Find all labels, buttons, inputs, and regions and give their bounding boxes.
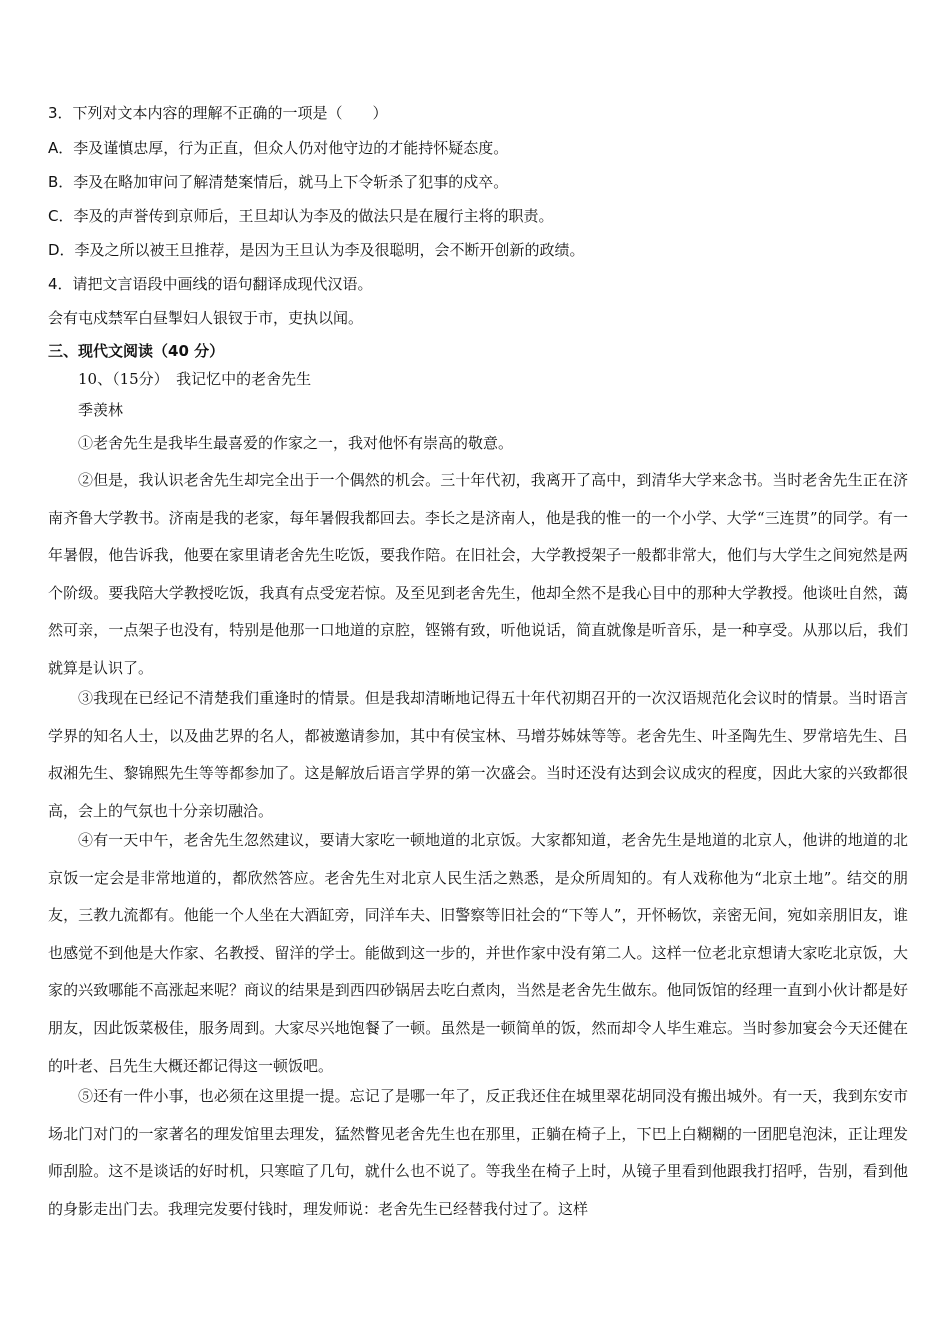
question-4-stem: 4．请把文言语段中画线的语句翻译成现代汉语。 <box>48 275 373 293</box>
article-paragraph-4: ④有一天中午，老舍先生忽然建议，要请大家吃一顿地道的北京饭。大家都知道，老舍先生是地道的北京人，他讲的地道的北京饭一定会是非常地道的，都欣然答应。老舍先生对北京人民生活之熟悉，是众所周知的。有人戏称他为“北京土地”。结交的朋友，三教九流都有。他能一个人坐在大酒缸旁，同洋车夫、旧警察等旧社会的“下等人”，开怀畅饮，亲密无间，宛如亲朋旧友，谁也感觉不到他是大作家、名教授、留洋的学士。能做到这一步的，并世作家中没有第二人。这样一位老北京想请大家吃北京饭，大家的兴致哪能不高涨起来呢？商议的结果是到西四砂锅居去吃白煮肉，当然是老舍先生做东。他同饭馆的经理一直到小伙计都是好朋友，因此饭菜极佳，服务周到。大家尽兴地饱餐了一顿。虽然是一顿简单的饭，然而却令人毕生难忘。当时参加宴会今天还健在的叶老、吕先生大概还都记得这一顿饭吧。 <box>48 831 908 1075</box>
article-paragraph-2: ②但是，我认识老舍先生却完全出于一个偶然的机会。三十年代初，我离开了高中，到清华大学来念书。当时老舍先生正在济南齐鲁大学教书。济南是我的老家，每年暑假我都回去。李长之是济南人，他是我的惟一的一个小学、大学“三连贯”的同学。有一年暑假，他告诉我，他要在家里请老舍先生吃饭，要我作陪。在旧社会，大学教授架子一般都非常大，他们与大学生之间宛然是两个阶级。要我陪大学教授吃饭，我真有点受宠若惊。及至见到老舍先生，他却全然不是我心目中的那种大学教授。他谈吐自然，蔼然可亲，一点架子也没有，特别是他那一口地道的京腔，铿锵有致，听他说话，简直就像是听音乐，是一种享受。从那以后，我们就算是认识了。 <box>48 471 908 677</box>
question-4-sentence: 会有屯戍禁军白昼掣妇人银钗于市，吏执以闻。 <box>48 309 364 327</box>
question-3-option-d: D．李及之所以被王旦推荐，是因为王旦认为李及很聪明，会不断开创新的政绩。 <box>48 241 585 259</box>
article-paragraph-1: ①老舍先生是我毕生最喜爱的作家之一，我对他怀有崇高的敬意。 <box>78 434 514 452</box>
question-3-option-b: B．李及在略加审问了解清楚案情后，就马上下令斩杀了犯事的戍卒。 <box>48 173 509 191</box>
question-3-option-c: C．李及的声誉传到京师后，王旦却认为李及的做法只是在履行主将的职责。 <box>48 207 554 225</box>
article-paragraph-5: ⑤还有一件小事，也必须在这里提一提。忘记了是哪一年了，反正我还住在城里翠花胡同没有搬出城外。有一天，我到东安市场北门对门的一家著名的理发馆里去理发，猛然瞥见老舍先生也在那里，正躺在椅子上，下巴上白糊糊的一团肥皂泡沫，正让理发师刮脸。这不是谈话的好时机，只寒暄了几句，就什么也不说了。等我坐在椅子上时，从镜子里看到他跟我打招呼，告别，看到他的身影走出门去。我理完发要付钱时，理发师说：老舍先生已经替我付过了。这样 <box>48 1087 908 1218</box>
question-3-stem: 3．下列对文本内容的理解不正确的一项是（ ） <box>48 104 388 122</box>
question-3-option-a: A．李及谨慎忠厚，行为正直，但众人仍对他守边的才能持怀疑态度。 <box>48 139 509 157</box>
article-paragraph-3: ③我现在已经记不清楚我们重逢时的情景。但是我却清晰地记得五十年代初期召开的一次汉语规范化会议时的情景。当时语言学界的知名人士，以及曲艺界的名人，都被邀请参加，其中有侯宝林、马增芬姊妹等等。老舍先生、叶圣陶先生、罗常培先生、吕叔湘先生、黎锦熙先生等等都参加了。这是解放后语言学界的第一次盛会。当时还没有达到会议成灾的程度，因此大家的兴致都很高，会上的气氛也十分亲切融洽。 <box>48 689 908 820</box>
article-author: 季羡林 <box>78 401 124 419</box>
question-10-label: 10、（15分） 我记忆中的老舍先生 <box>78 370 312 388</box>
section-heading: 三、现代文阅读（40 分） <box>48 342 225 360</box>
